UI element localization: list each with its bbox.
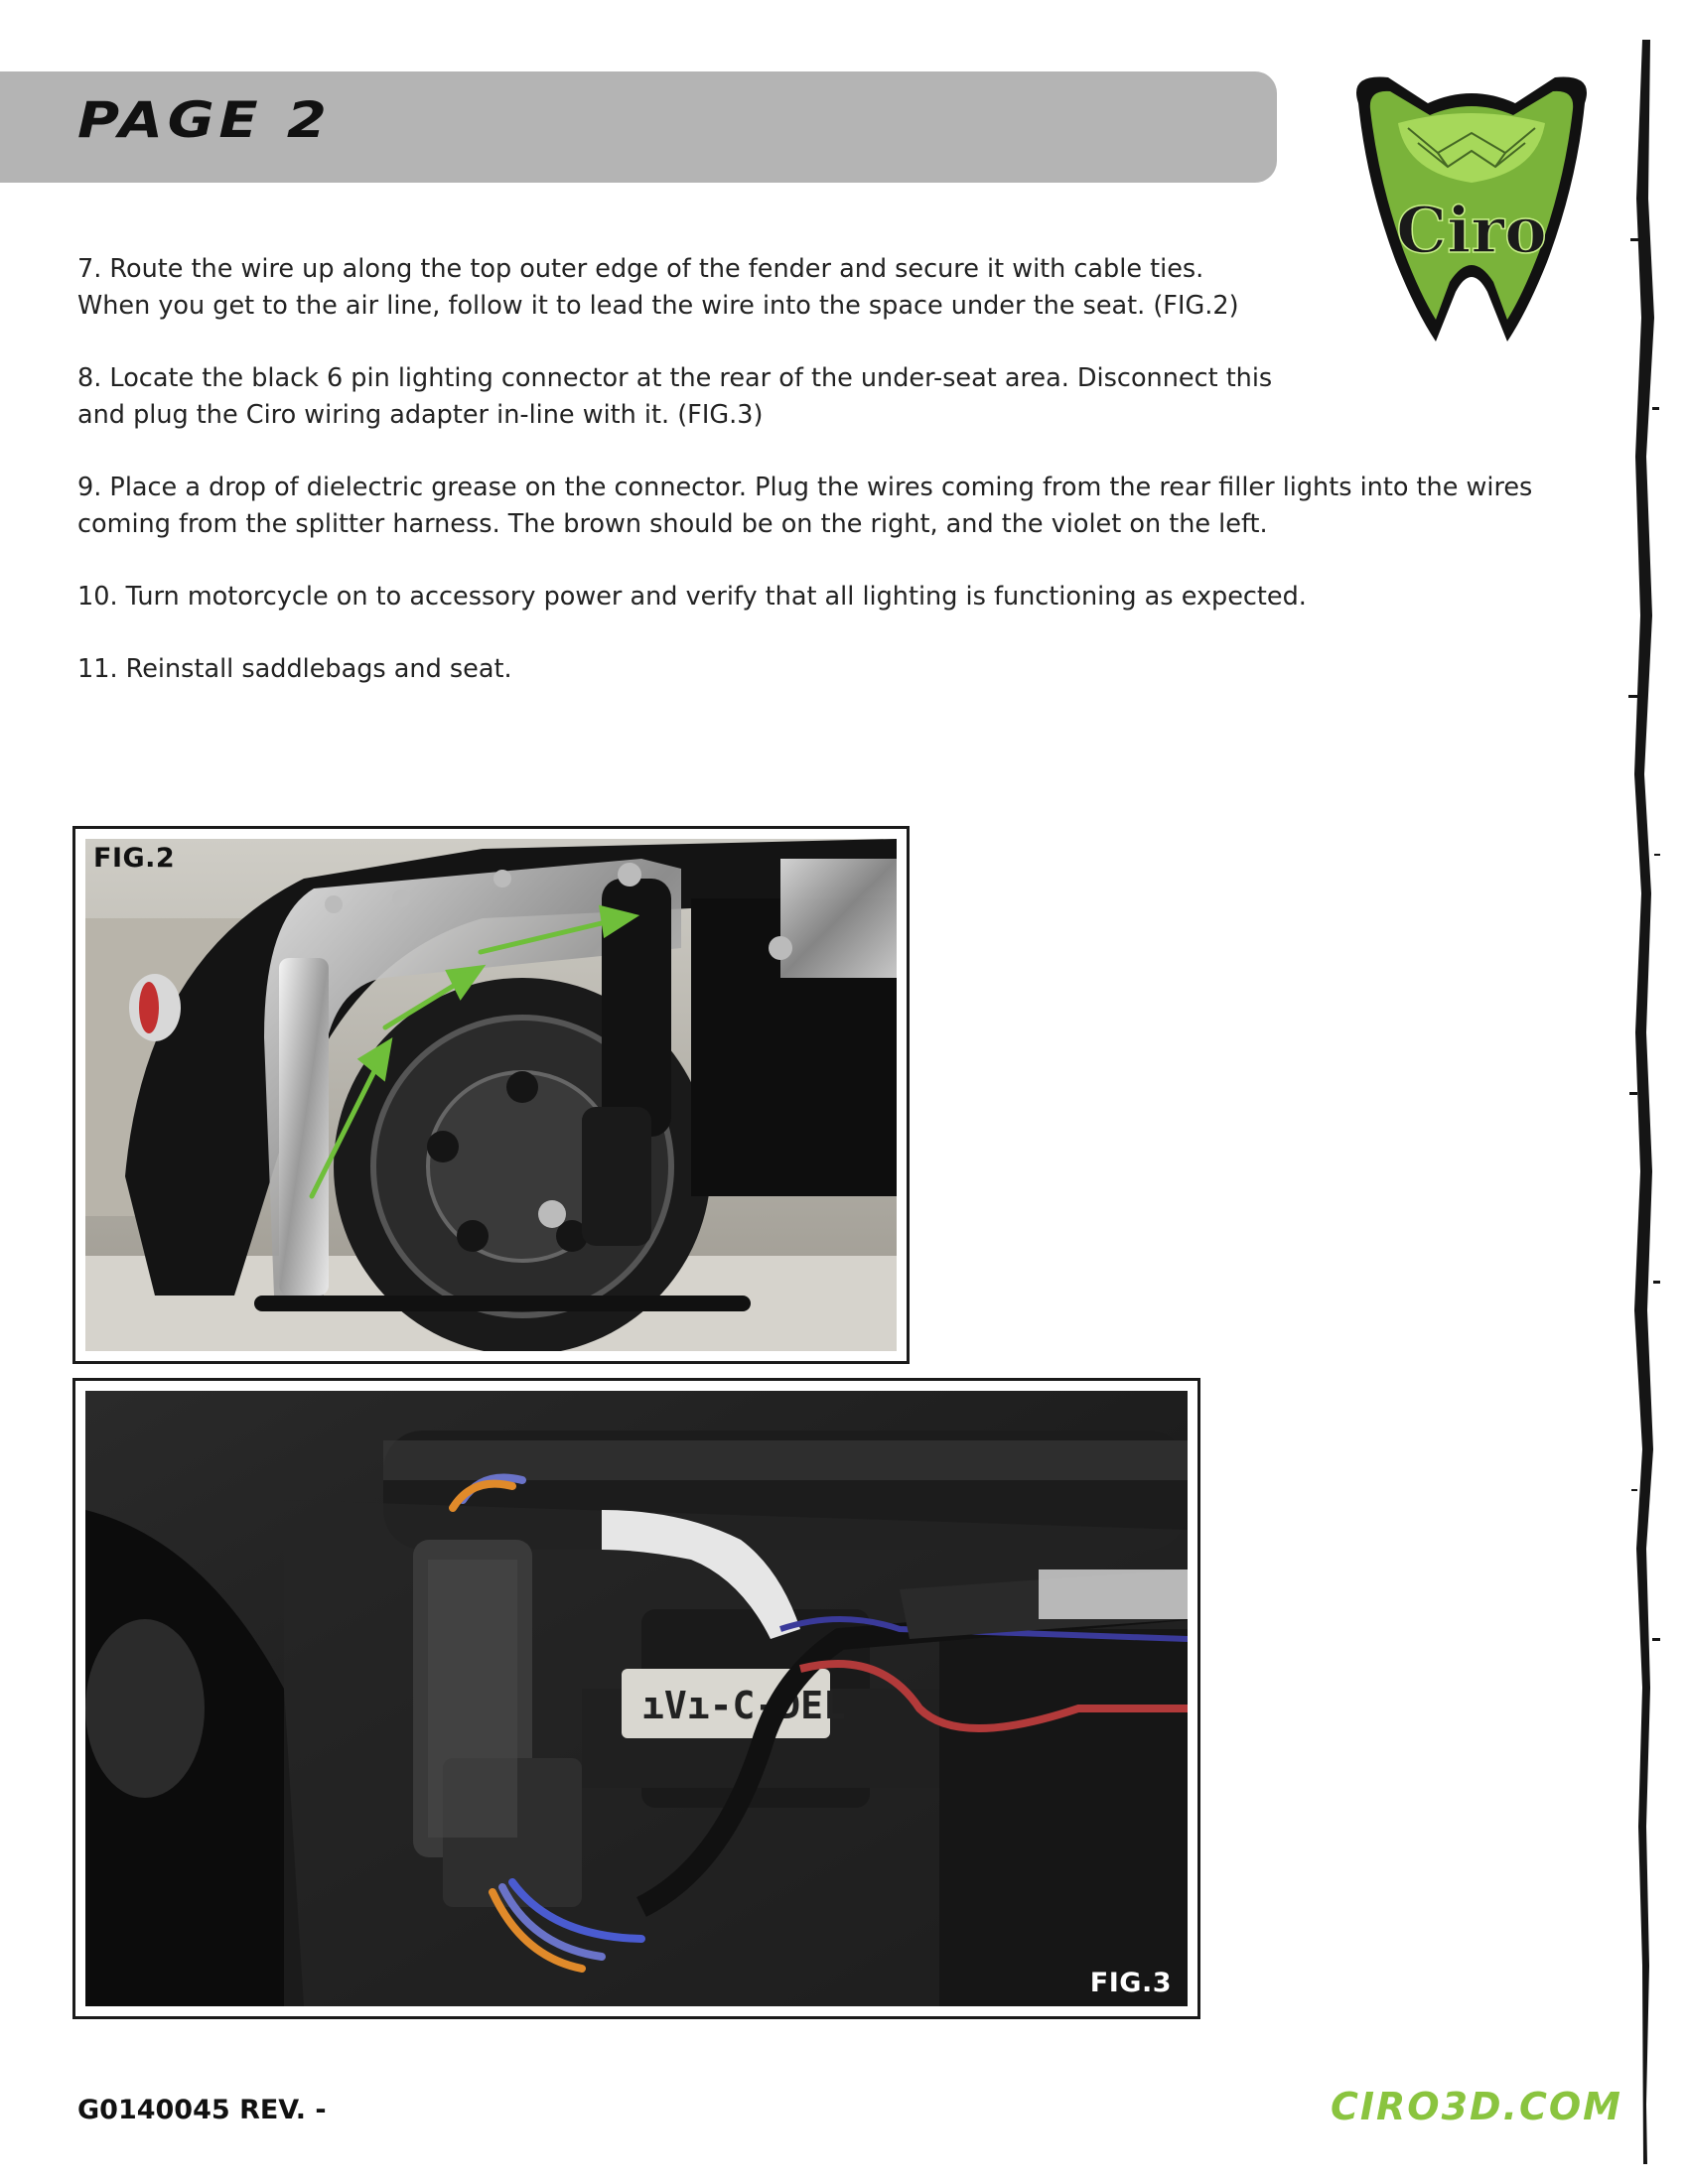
decorative-brush-border bbox=[1617, 0, 1688, 2184]
figure-3-label: FIG.3 bbox=[1089, 1968, 1172, 1998]
document-revision: G0140045 REV. - bbox=[77, 2095, 327, 2125]
figure-3-photo bbox=[85, 1391, 1188, 2006]
figure-2-label: FIG.2 bbox=[93, 843, 176, 874]
step-10 bbox=[77, 579, 1507, 615]
step-line: and plug the Ciro wiring adapter in-line with it. (FIG.3) bbox=[77, 400, 764, 430]
figure-2 bbox=[72, 826, 910, 1364]
step-8 bbox=[77, 360, 1507, 434]
figure-2-photo bbox=[85, 839, 897, 1351]
step-7 bbox=[77, 251, 1507, 325]
step-line: 8. Locate the black 6 pin lighting connector at the rear of the under-seat area. Disconnect this bbox=[77, 363, 1273, 393]
step-line: 11. Reinstall saddlebags and seat. bbox=[77, 654, 512, 684]
logo-wordmark: Ciro bbox=[1396, 194, 1547, 268]
step-line: coming from the splitter harness. The brown should be on the right, and the violet on the left. bbox=[77, 509, 1268, 539]
step-line: 9. Place a drop of dielectric grease on the connector. Plug the wires coming from the rear filler lights into the wires bbox=[77, 473, 1533, 502]
page-title: PAGE 2 bbox=[77, 91, 332, 149]
step-11 bbox=[77, 651, 1507, 688]
step-line: When you get to the air line, follow it to lead the wire into the space under the seat. (FIG.2) bbox=[77, 291, 1239, 321]
step-line: 7. Route the wire up along the top outer edge of the fender and secure it with cable ties. bbox=[77, 254, 1204, 284]
instruction-steps bbox=[77, 251, 1533, 724]
figure-3-sticker-text: ıVı-C-DEL bbox=[641, 1684, 846, 1727]
website-wordmark: CIRO3D.COM bbox=[1330, 2085, 1622, 2128]
figure-3 bbox=[72, 1378, 1200, 2019]
step-9 bbox=[77, 470, 1533, 543]
step-line: 10. Turn motorcycle on to accessory power and verify that all lighting is functioning as expected. bbox=[77, 582, 1307, 612]
